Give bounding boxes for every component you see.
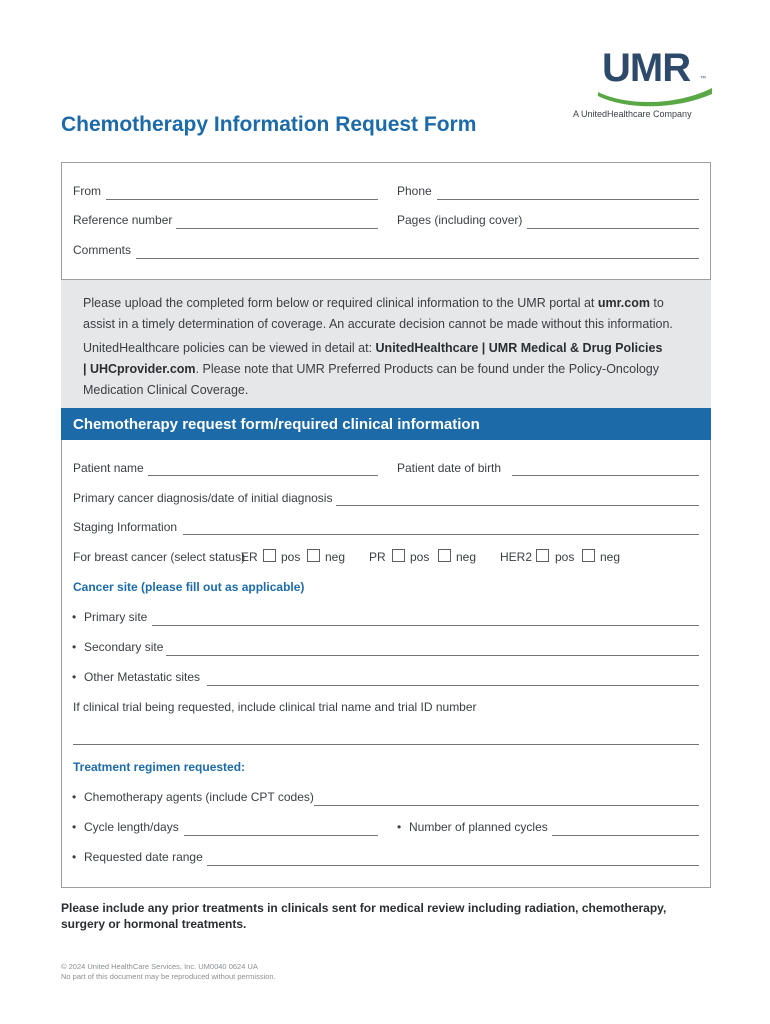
clinical-trial-label: If clinical trial being requested, include clinical trial name and trial ID number: [73, 700, 477, 714]
her2-neg-checkbox[interactable]: [582, 549, 595, 562]
her2-neg-label: neg: [600, 550, 621, 564]
her2-pos-checkbox[interactable]: [536, 549, 549, 562]
other-sites-field[interactable]: [207, 685, 699, 686]
date-range-label: • Requested date range: [84, 850, 203, 864]
reproduction-notice: No part of this document may be reproduced without permission.: [61, 972, 276, 981]
reference-number-field[interactable]: [176, 228, 378, 229]
pages-field[interactable]: [527, 228, 699, 229]
logo-trademark: ™: [700, 76, 706, 82]
umr-portal-link[interactable]: umr.com: [597, 296, 650, 310]
other-sites-label: • Other Metastatic sites: [84, 670, 200, 684]
secondary-site-label: • Secondary site: [84, 640, 163, 654]
comments-field[interactable]: [136, 258, 699, 259]
patient-dob-field[interactable]: [512, 475, 699, 476]
er-pos-checkbox[interactable]: [263, 549, 276, 562]
chemo-agents-field[interactable]: [314, 805, 699, 806]
copyright-text: © 2024 United HealthCare Services, Inc. UM0040 0624 UA: [61, 962, 258, 971]
patient-dob-label: Patient date of birth: [397, 461, 502, 475]
primary-site-field[interactable]: [152, 625, 699, 626]
pr-label: PR: [369, 550, 386, 564]
clinical-trial-field[interactable]: [73, 744, 699, 745]
umr-logo: [573, 46, 728, 126]
er-neg-checkbox[interactable]: [307, 549, 320, 562]
date-range-field[interactable]: [207, 865, 699, 866]
er-neg-label: neg: [325, 550, 346, 564]
logo-mark: UMR: [602, 46, 691, 90]
uhc-policies-link[interactable]: UnitedHealthcare | UMR Medical & Drug Policies: [375, 341, 663, 355]
notice-paragraph-1: Please upload the completed form below or required clinical information to the UMR portal at umr.com to assist in a timely determination of coverage. An accurate decision cannot be made without this information.: [83, 296, 673, 331]
reference-number-label: Reference number: [73, 213, 173, 227]
section-title: Chemotherapy request form/required clinical information: [73, 416, 480, 433]
primary-diagnosis-field[interactable]: [336, 505, 699, 506]
header-fields-box: [61, 162, 711, 280]
planned-cycles-label: • Number of planned cycles: [409, 820, 548, 834]
chemo-agents-label: • Chemotherapy agents (include CPT codes): [84, 790, 314, 804]
clinical-info-box: [61, 440, 711, 888]
staging-field[interactable]: [183, 534, 699, 535]
phone-label: Phone: [397, 184, 432, 198]
her2-pos-label: pos: [555, 550, 575, 564]
primary-diagnosis-label: Primary cancer diagnosis/date of initial diagnosis: [73, 491, 333, 505]
uhcprovider-link[interactable]: | UHCprovider.com: [83, 362, 196, 376]
planned-cycles-field[interactable]: [552, 835, 699, 836]
from-field[interactable]: [106, 199, 378, 200]
pages-label: Pages (including cover): [397, 213, 523, 227]
breast-status-label: For breast cancer (select status): [73, 550, 246, 564]
pr-pos-label: pos: [410, 550, 430, 564]
patient-name-field[interactable]: [148, 475, 378, 476]
pr-neg-label: neg: [456, 550, 477, 564]
secondary-site-field[interactable]: [166, 655, 699, 656]
patient-name-label: Patient name: [73, 461, 144, 475]
comments-label: Comments: [73, 243, 132, 257]
her2-label: HER2: [500, 550, 533, 564]
pr-pos-checkbox[interactable]: [392, 549, 405, 562]
er-label: ER: [241, 550, 258, 564]
upload-notice: [61, 280, 711, 408]
section-header: [61, 408, 711, 440]
phone-field[interactable]: [437, 199, 699, 200]
notice-paragraph-2: UnitedHealthcare policies can be viewed in detail at: UnitedHealthcare | UMR Medical & Drug Policies | UHCprovider.com. Please note that UMR Preferred Products can be found under the Policy-Oncology Medication Clinical Coverage.: [83, 341, 663, 397]
cycle-length-field[interactable]: [184, 835, 378, 836]
pr-neg-checkbox[interactable]: [438, 549, 451, 562]
logo-swoosh-icon: [596, 80, 714, 108]
staging-label: Staging Information: [73, 520, 178, 534]
prior-treatments-note: Please include any prior treatments in clinicals sent for medical review including radiation, chemotherapy, surgery or hormonal treatments.: [61, 901, 667, 931]
cancer-site-heading: Cancer site (please fill out as applicable): [73, 580, 305, 594]
logo-tagline: A UnitedHealthcare Company: [573, 109, 692, 119]
from-label: From: [73, 184, 101, 198]
er-pos-label: pos: [281, 550, 301, 564]
primary-site-label: • Primary site: [84, 610, 147, 624]
form-title: Chemotherapy Information Request Form: [61, 113, 477, 136]
cycle-length-label: • Cycle length/days: [84, 820, 179, 834]
treatment-heading: Treatment regimen requested:: [73, 760, 246, 774]
